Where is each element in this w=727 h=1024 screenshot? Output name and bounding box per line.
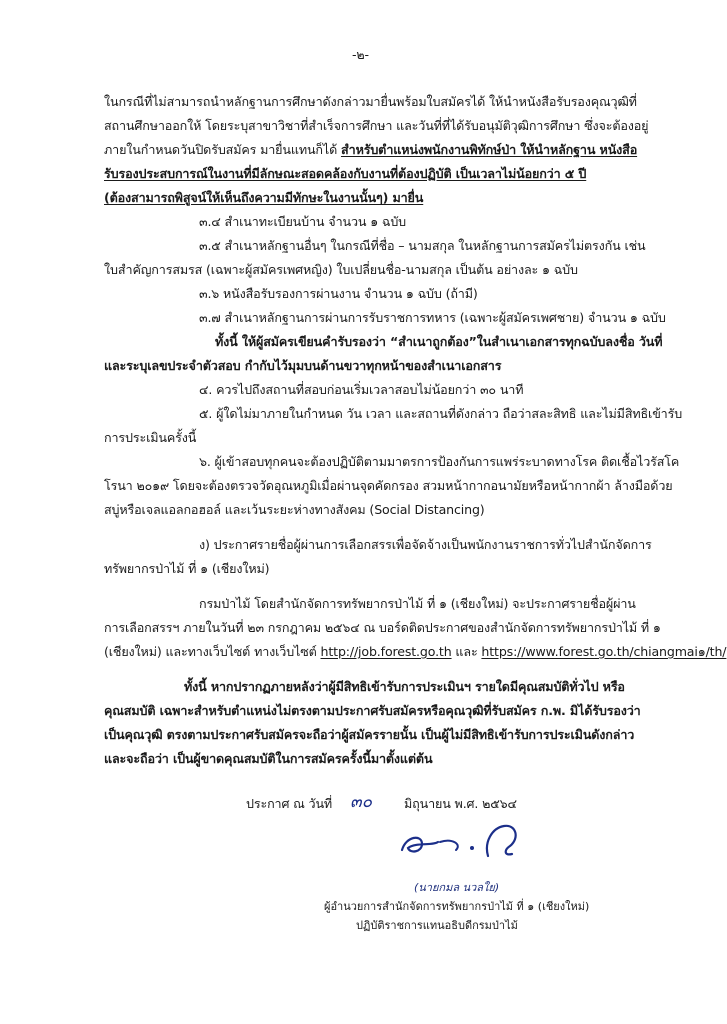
page-number: -๒- [352,47,369,62]
announce-line3-plain: (เชียงใหม่) และทางเว็บไซต์ ทางเว็บไซต์ [104,644,321,659]
announce-line3-and: และ [451,644,482,659]
para1-line3-emphasis: สำหรับตำแหน่งพนักงานพิทักษ์ป่า ให้นำหลักฐาน หนังสือ [340,142,638,157]
para1-line3 [104,141,637,159]
dateline-day-handwritten: ๓๐ [350,792,372,812]
rule-4: ๔. ควรไปถึงสถานที่สอบก่อนเริ่มเวลาสอบไม่น้อยกว่า ๓๐ นาที [199,382,524,397]
rule-6-cont1: โรนา ๒๐๑๙ โดยจะต้องตรวจวัดอุณหภูมิเมื่อผ่านจุดคัดกรอง สวมหน้ากากอนามัยหรือหน้ากากผ้า ล้างมือด้วย [104,478,673,493]
para1-line1: ในกรณีที่ไม่สามารถนำหลักฐานการศึกษาดังกล่าวมายื่นพร้อมใบสมัครได้ ให้นำหนังสือรับรองคุณวุฒิที่ [104,94,637,109]
section-g-line1: ง) ประกาศรายชื่อผู้ผ่านการเลือกสรรเพื่อจัดจ้างเป็นพนักงานราชการทั่วไปสำนักจัดการ [199,537,652,552]
dateline-month-year: มิถุนายน พ.ศ. ๒๕๖๔ [404,796,517,811]
certify-line1: ทั้งนี้ ให้ผู้สมัครเขียนคำรับรองว่า “สำเนาถูกต้อง”ในสำเนาเอกสารทุกฉบับลงชื่อ วันที่ [215,334,663,349]
section-g-line2: ทรัพยากรป่าไม้ ที่ ๑ (เชียงใหม่) [104,561,270,576]
rule-6-cont2: สบู่หรือเจลแอลกอฮอล์ และเว้นระยะห่างทางสังคม (Social Distancing) [104,502,485,517]
para1-line4: รับรองประสบการณ์ในงานที่มีลักษณะสอดคล้องกับงานที่ต้องปฏิบัติ เป็นเวลาไม่น้อยกว่า ๕ ปี [104,166,587,181]
para1-line2: สถานศึกษาออกให้ โดยระบุสาขาวิชาที่สำเร็จการศึกษา และวันที่ที่ได้รับอนุมัติวุฒิการศึกษา ซึ่งจะต้องอยู่ [104,118,649,133]
certify-line2: และระบุเลขประจำตัวสอบ กำกับไว้มุมบนด้านขวาทุกหน้าของสำเนาเอกสาร [104,358,502,373]
para1-line3-plain: ภายในกำหนดวันปิดรับสมัคร มายื่นแทนก็ได้ [104,142,341,157]
item-3-5-cont: ใบสำคัญการสมรส (เฉพาะผู้สมัครเพศหญิง) ใบเปลี่ยนชื่อ-นามสกุล เป็นต้น อย่างละ ๑ ฉบับ [104,262,578,277]
dateline-prefix: ประกาศ ณ วันที่ [246,796,333,811]
item-3-7: ๓.๗ สำเนาหลักฐานการผ่านการรับราชการทหาร (เฉพาะผู้สมัครเพศชาย) จำนวน ๑ ฉบับ [199,310,666,325]
announce-line3 [104,643,726,661]
signature-image [392,812,532,872]
announce-line1: กรมป่าไม้ โดยสำนักจัดการทรัพยากรป่าไม้ ที่ ๑ (เชียงใหม่) จะประกาศรายชื่อผู้ผ่าน [199,596,636,611]
item-3-5: ๓.๕ สำเนาหลักฐานอื่นๆ ในกรณีที่ชื่อ – นามสกุล ในหลักฐานการสมัครไม่ตรงกัน เช่น [199,238,646,253]
signer-acting: ปฏิบัติราชการแทนอธิบดีกรมป่าไม้ [356,919,518,932]
disclaimer-line1: ทั้งนี้ หากปรากฏภายหลังว่าผู้มีสิทธิเข้ารับการประเมินฯ รายใดมีคุณสมบัติทั่วไป หรือ [184,679,625,694]
item-3-4: ๓.๔ สำเนาทะเบียนบ้าน จำนวน ๑ ฉบับ [199,214,407,229]
para1-line5: (ต้องสามารถพิสูจน์ให้เห็นถึงความมีทักษะในงานนั้นๆ) มายื่น [104,190,424,205]
forest-chiangmai-link[interactable]: https://www.forest.go.th/chiangmai๑/th/ [481,644,727,659]
rule-5-cont: การประเมินครั้งนี้ [104,430,197,445]
disclaimer-line2: คุณสมบัติ เฉพาะสำหรับตำแหน่งไม่ตรงตามประกาศรับสมัครหรือคุณวุฒิที่รับสมัคร ก.พ. มิได้รับรองว่า [104,703,641,718]
disclaimer-line3: เป็นคุณวุฒิ ตรงตามประกาศรับสมัครจะถือว่าผู้สมัครรายนั้น เป็นผู้ไม่มีสิทธิเข้ารับการประเมินดังกล่าว [104,727,635,742]
announce-line2: การเลือกสรรฯ ภายในวันที่ ๒๓ กรกฎาคม ๒๕๖๔ ณ บอร์ดติดประกาศของสำนักจัดการทรัพยากรป่าไม้ ที่ ๑ [104,620,661,635]
rule-6: ๖. ผู้เข้าสอบทุกคนจะต้องปฏิบัติตามมาตรการป้องกันการแพร่ระบาดทางโรค ติดเชื้อไวรัสโค [199,454,680,469]
signer-title: ผู้อำนวยการสำนักจัดการทรัพยากรป่าไม้ ที่ ๑ (เชียงใหม่) [324,900,590,913]
job-forest-link[interactable]: http://job.forest.go.th [320,644,452,659]
disclaimer-line4: และจะถือว่า เป็นผู้ขาดคุณสมบัติในการสมัครครั้งนี้มาตั้งแต่ต้น [104,751,433,766]
signer-name: (นายกมล นวลใย) [414,881,500,894]
item-3-6: ๓.๖ หนังสือรับรองการผ่านงาน จำนวน ๑ ฉบับ (ถ้ามี) [199,286,478,301]
rule-5: ๕. ผู้ใดไม่มาภายในกำหนด วัน เวลา และสถานที่ดังกล่าว ถือว่าสละสิทธิ และไม่มีสิทธิเข้ารับ [199,406,683,421]
